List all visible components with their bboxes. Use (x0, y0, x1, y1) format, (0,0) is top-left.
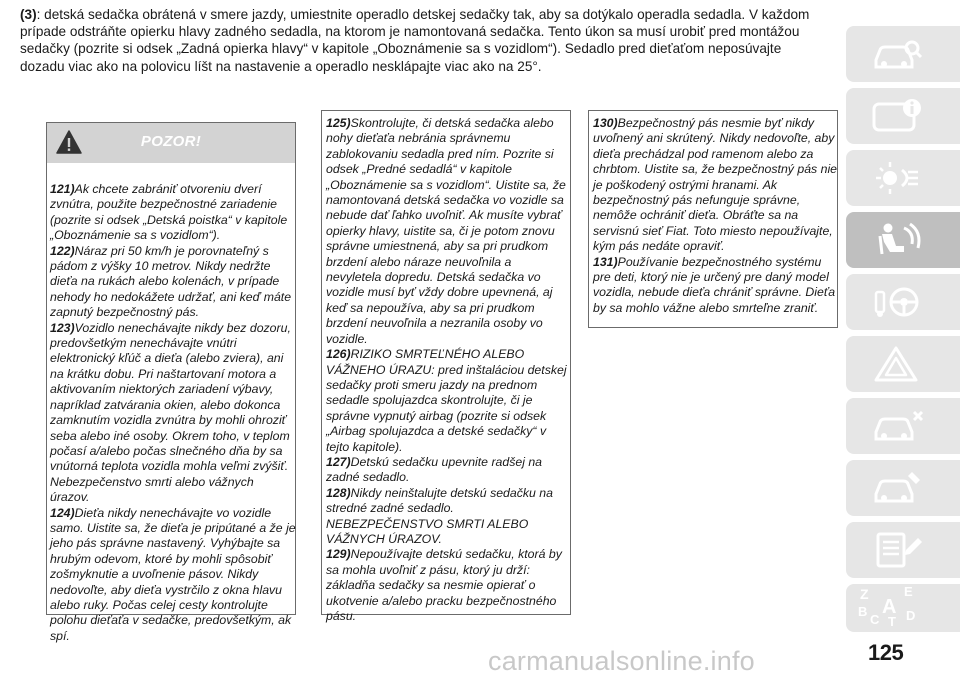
index-letter: Z (860, 586, 869, 602)
warning-item (326, 347, 570, 455)
warning-column-1 (50, 182, 296, 644)
warning-column-2 (326, 116, 570, 624)
page-number: 125 (868, 640, 904, 665)
warning-item (50, 244, 296, 321)
warning-item-number: 122) (50, 243, 75, 258)
tab-information[interactable] (846, 88, 960, 144)
warning-item (50, 182, 296, 244)
warning-item (326, 547, 570, 624)
warning-item (326, 116, 570, 347)
index-letter: B (858, 604, 868, 619)
warning-item (50, 321, 296, 506)
warning-item-number: 123) (50, 320, 75, 335)
warning-item (593, 116, 837, 255)
index-letter: E (904, 584, 913, 599)
warning-item-number: 125) (326, 116, 351, 130)
tab-dashboard[interactable] (846, 150, 960, 206)
warning-item-number: 128) (326, 485, 351, 500)
tab-technical-data[interactable] (846, 522, 960, 578)
warning-item-text: Náraz pri 50 km/h je porovnateľný s pádom z výšky 10 metrov. Nikdy nedržte dieťa na rukách alebo kolenách, v prípade nehody ho nedokážete udržať, ani keď máte zapnutý bezpečnostný pás. (50, 243, 292, 320)
warning-item (326, 486, 570, 548)
warning-column-3 (593, 116, 837, 316)
warning-item-text: Používanie bezpečnostného systému pre deti, ktorý nie je určený pre daný model vozidla, nebude dieťa chrániť správne. Dieťa by sa mohlo vážne alebo smrteľne zraniť. (593, 254, 836, 315)
tab-index[interactable] (846, 584, 960, 632)
index-icon (858, 586, 928, 630)
intro-paragraph (20, 6, 820, 75)
warning-item-text: Skontrolujte, či detská sedačka alebo nohy dieťaťa nebránia správnemu zablokovaniu sedadla pred ním. Pozrite si odsek „Predné sedadlá“ v kapitole „Oboznámenie sa s vozidlom“. Uistite sa, že namontovaná detská sedačka vo vozidle sa nebude dať ľahko uvoľniť. Ak musíte vybrať opierky hlavy, uistite sa, či je potom znovu správne umiestnená, aby sa pri prudkom brzdení alebo náraze neuvoľnila a nevyletela dopredu. Detská sedačka vo vozidle musí byť vždy dobre upevnená, aj keď sa nepoužíva, aby sa pri prudkom brzdení neuvoľnila a nezranila osoby vo vozidle. (326, 116, 566, 346)
warning-item-text: RIZIKO SMRTEĽNÉHO ALEBO VÁŽNEHO ÚRAZU: pred inštaláciou detskej sedačky proti smeru jazdy na prednom sedadle spolujazdca skontrolujte, či je správne vypnutý airbag (pozrite si odsek „Airbag spolujazdca a detské sedačky“ v tejto kapitole). (326, 347, 567, 454)
index-letter: T (888, 614, 896, 629)
tab-safety[interactable] (846, 212, 960, 268)
chapter-sidebar (846, 26, 960, 629)
warning-item (50, 506, 296, 645)
tab-maintenance[interactable] (846, 460, 960, 516)
warning-item-text: Nepoužívajte detskú sedačku, ktorá by sa mohla uvoľniť z pásu, ktorý ju drží: základňa sedačky sa nesmie opierať o ukotvenie a/alebo pracku bezpečnostného pásu. (326, 547, 562, 623)
tab-emergency[interactable] (846, 336, 960, 392)
warning-item-number: 124) (50, 505, 75, 520)
intro-label: (3) (20, 7, 37, 22)
warning-item-text: Detskú sedačku upevnite radšej na zadné sedadlo. (326, 454, 543, 485)
warning-item-number: 127) (326, 454, 351, 469)
index-letter: D (906, 608, 916, 623)
warning-item-text: Nikdy neinštalujte detskú sedačku na stredné zadné sedadlo. NEBEZPEČENSTVO SMRTI ALEBO VÁŽNYCH ÚRAZOV. (326, 485, 553, 546)
warning-item-number: 129) (326, 547, 351, 562)
warning-title: POZOR! (140, 133, 202, 150)
watermark: carmanualsonline.info (488, 646, 755, 676)
warning-item-text: Ak chcete zabrániť otvoreniu dverí zvnútra, použite bezpečnostné zariadenie (pozrite si odsek „Detská poistka“ v kapitole „Oboznámenie sa s vozidlom“). (50, 182, 288, 243)
warning-item-number: 126) (326, 347, 351, 362)
index-letter: A (882, 596, 897, 618)
warning-header (47, 123, 295, 163)
tab-in-an-emergency[interactable] (846, 398, 960, 454)
warning-item-number: 121) (50, 182, 75, 196)
warning-item-number: 130) (593, 116, 618, 130)
tab-getting-to-know-car[interactable] (846, 26, 960, 82)
intro-text: : detská sedačka obrátená v smere jazdy, umiestnite operadlo detskej sedačky tak, aby sa dotýkalo operadla sedadla. V každom prípade odstráňte opierku hlavy zadného sedadla, na ktorom je namontovaná sedačka. Tento úkon sa musí urobiť pred montážou sedačky (pozrite si odsek „Zadná opierka hlavy“ v kapitole „Oboznámenie sa s vozidlom“). Sedadlo pred dieťaťom neposúvajte dozadu viac ako na polovicu líšt na nastavenie a operadlo nesklápajte viac ako na 25°. (20, 7, 810, 74)
warning-item (593, 255, 837, 317)
index-letter: C (870, 612, 880, 627)
tab-starting-driving[interactable] (846, 274, 960, 330)
warning-item-text: Bezpečnostný pás nesmie byť nikdy uvoľnený ani skrútený. Nikdy nedovoľte, aby dieťa prechádzal pod ramenom alebo za chrbtom. Uistite sa, že bezpečnostný pás nie je poškodený ostrými hranami. Ak bezpečnostný pás nefunguje správne, nemôže ochrániť dieťa. Obráťte sa na servisnú sieť Fiat. Toto miesto nepoužívajte, kým pás nedáte opraviť. (593, 116, 838, 254)
warning-item (326, 455, 570, 486)
warning-item-text: Vozidlo nenechávajte nikdy bez dozoru, predovšetkým nenechávajte vnútri elektronický kľúč a dieťa (alebo zviera), ani na krátku dobu. Pri naštartovaní motora a aktivovaním niektorých zariadení výbavy, napríklad zatvárania okien, alebo dokonca zamknutím vozidla zvnútra by mohli ohroziť seba alebo iné osoby. Okrem toho, v teplom počasí a/alebo počas slnečného dňa by sa vnútorná teplota vozidla mohla veľmi zvýšiť. Nebezpečenstvo smrti alebo vážnych úrazov. (50, 320, 291, 505)
warning-item-number: 131) (593, 254, 618, 269)
warning-item-text: Dieťa nikdy nenechávajte vo vozidle samo. Uistite sa, že dieťa je pripútané a že je jeho pás správne nastavený. Vyhýbajte sa hrubým odevom, ktoré by mohli spôsobiť zošmyknutie a uvoľnenie pásov. Nikdy nedovoľte, aby dieťa vystrčilo z okna hlavu alebo ruky. Počas celej cesty kontrolujte polohu dieťaťa v sedačke, predovšetkým, ak spí. (50, 505, 296, 643)
